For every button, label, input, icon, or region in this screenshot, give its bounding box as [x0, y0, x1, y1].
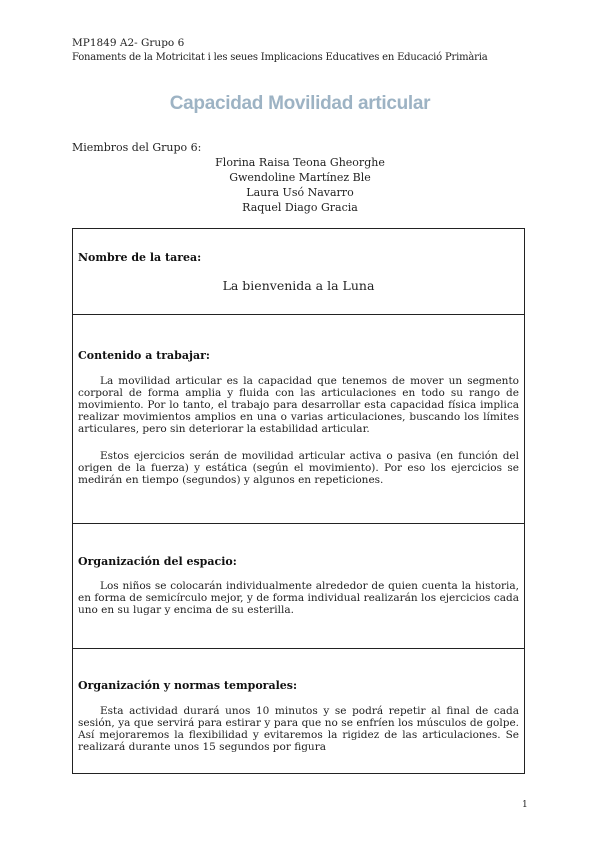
members-label: Miembros del Grupo 6:: [72, 141, 202, 154]
members-list: [0, 155, 600, 215]
member-name: Raquel Diago Gracia: [242, 201, 358, 214]
header-course-code: MP1849 A2- Grupo 6: [72, 37, 185, 49]
page-number: 1: [522, 800, 528, 810]
content-paragraph-1: La movilidad articular es la capacidad que tenemos de mover un segmento corporal de forma amplia y fluida con las articulaciones en todo su rango de movimiento. Por lo tanto, el trabajo para desarrollar esta capacidad física implica realizar movimientos amplios en una o varias articulaciones, buscando los límites articulares, pero sin deteriorar la estabilidad articular.: [78, 375, 519, 435]
header-course-title: Fonaments de la Motricitat i les seues Implicacions Educatives en Educació Primària: [72, 52, 488, 63]
time-label: Organización y normas temporales:: [78, 679, 298, 692]
content-label: Contenido a trabajar:: [78, 349, 210, 362]
space-row: [73, 524, 524, 649]
task-name-value: La bienvenida a la Luna: [222, 278, 375, 293]
member-name: Laura Usó Navarro: [246, 186, 354, 199]
task-name-label: Nombre de la tarea:: [78, 251, 202, 264]
task-table: [72, 228, 525, 774]
content-row: [73, 315, 524, 524]
time-paragraph: Esta actividad durará unos 10 minutos y se podrá repetir al final de cada sesión, ya que servirá para estirar y para que no se enfríen los músculos de golpe. Así mejoraremos la flexibilidad y evitaremos la rigidez de las articulaciones. Se realizará durante unos 15 segundos por figura: [78, 705, 519, 753]
space-paragraph: Los niños se colocarán individualmente alrededor de quien cuenta la historia, en forma de semicírculo mejor, y de forma individual realizarán los ejercicios cada uno en su lugar y encima de su esterilla.: [78, 580, 519, 616]
time-row: [73, 649, 524, 774]
content-paragraph-2: Estos ejercicios serán de movilidad articular activa o pasiva (en función del origen de la fuerza) y estática (según el movimiento). Por eso los ejercicios se medirán en tiempo (segundos) y algunos en repeticiones.: [78, 450, 519, 486]
task-name-row: [73, 229, 524, 315]
space-label: Organización del espacio:: [78, 555, 237, 568]
member-name: Gwendoline Martínez Ble: [229, 171, 371, 184]
page-title: Capacidad Movilidad articular: [169, 93, 431, 114]
member-name: Florina Raisa Teona Gheorghe: [215, 156, 385, 169]
